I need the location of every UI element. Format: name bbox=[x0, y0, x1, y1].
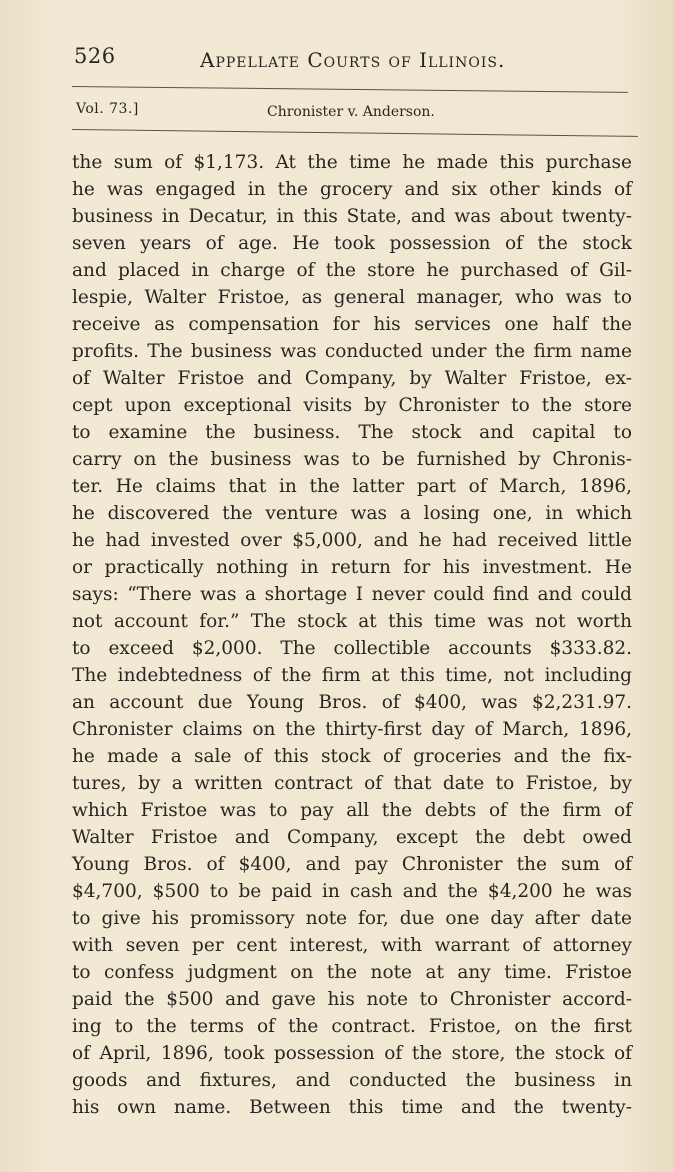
text-line: tures, by a written contract of that date to Fristoe, by bbox=[72, 773, 632, 794]
text-line: he was engaged in the grocery and six other kinds of bbox=[72, 179, 632, 200]
text-line: profits. The business was conducted under the firm name bbox=[72, 341, 632, 362]
text-line: paid the $500 and gave his note to Chronister accord- bbox=[72, 989, 632, 1010]
text-line: The indebtedness of the firm at this time, not including bbox=[72, 665, 632, 686]
text-line: not account for.” The stock at this time was not worth bbox=[72, 611, 632, 632]
text-line: says: “There was a shortage I never could find and could bbox=[72, 584, 632, 605]
text-line: cept upon exceptional visits by Chronister to the store bbox=[72, 395, 632, 416]
text-line: carry on the business was to be furnished by Chronis- bbox=[72, 449, 632, 470]
text-line: Young Bros. of $400, and pay Chronister the sum of bbox=[72, 854, 632, 875]
text-line: his own name. Between this time and the twenty- bbox=[72, 1097, 632, 1118]
text-line: Chronister claims on the thirty-first day of March, 1896, bbox=[72, 719, 632, 740]
header-rule bbox=[72, 86, 628, 93]
text-line: he made a sale of this stock of groceries and the fix- bbox=[72, 746, 632, 767]
text-line: seven years of age. He took possession of the stock bbox=[72, 233, 632, 254]
text-line: an account due Young Bros. of $400, was $2,231.97. bbox=[72, 692, 632, 713]
subheader-rule bbox=[72, 129, 638, 137]
text-line: ing to the terms of the contract. Fristoe, on the first bbox=[72, 1016, 632, 1037]
text-line: goods and fixtures, and conducted the business in bbox=[72, 1070, 632, 1091]
text-line: lespie, Walter Fristoe, as general manager, who was to bbox=[72, 287, 632, 308]
text-line: business in Decatur, in this State, and was about twenty- bbox=[72, 206, 632, 227]
text-line: $4,700, $500 to be paid in cash and the $4,200 he was bbox=[72, 881, 632, 902]
running-head: Appellate Courts of Illinois. bbox=[200, 48, 506, 72]
text-line: to confess judgment on the note at any time. Fristoe bbox=[72, 962, 632, 983]
text-line: with seven per cent interest, with warrant of attorney bbox=[72, 935, 632, 956]
text-line: of April, 1896, took possession of the store, the stock of bbox=[72, 1043, 632, 1064]
text-line: which Fristoe was to pay all the debts of the firm of bbox=[72, 800, 632, 821]
body-text bbox=[72, 149, 632, 1121]
text-line: he had invested over $5,000, and he had received little bbox=[72, 530, 632, 551]
text-line: or practically nothing in return for his investment. He bbox=[72, 557, 632, 578]
text-line: Walter Fristoe and Company, except the debt owed bbox=[72, 827, 632, 848]
text-line: to examine the business. The stock and capital to bbox=[72, 422, 632, 443]
text-line: of Walter Fristoe and Company, by Walter Fristoe, ex- bbox=[72, 368, 632, 389]
text-line: to give his promissory note for, due one day after date bbox=[72, 908, 632, 929]
text-line: receive as compensation for his services one half the bbox=[72, 314, 632, 335]
case-title: Chronister v. Anderson. bbox=[267, 104, 435, 120]
text-line: the sum of $1,173. At the time he made this purchase bbox=[72, 152, 632, 173]
text-line: to exceed $2,000. The collectible accounts $333.82. bbox=[72, 638, 632, 659]
text-line: ter. He claims that in the latter part of March, 1896, bbox=[72, 476, 632, 497]
page-number: 526 bbox=[74, 44, 116, 68]
text-line: and placed in charge of the store he purchased of Gil- bbox=[72, 260, 632, 281]
text-line: he discovered the venture was a losing one, in which bbox=[72, 503, 632, 524]
volume-label: Vol. 73.] bbox=[76, 101, 139, 117]
